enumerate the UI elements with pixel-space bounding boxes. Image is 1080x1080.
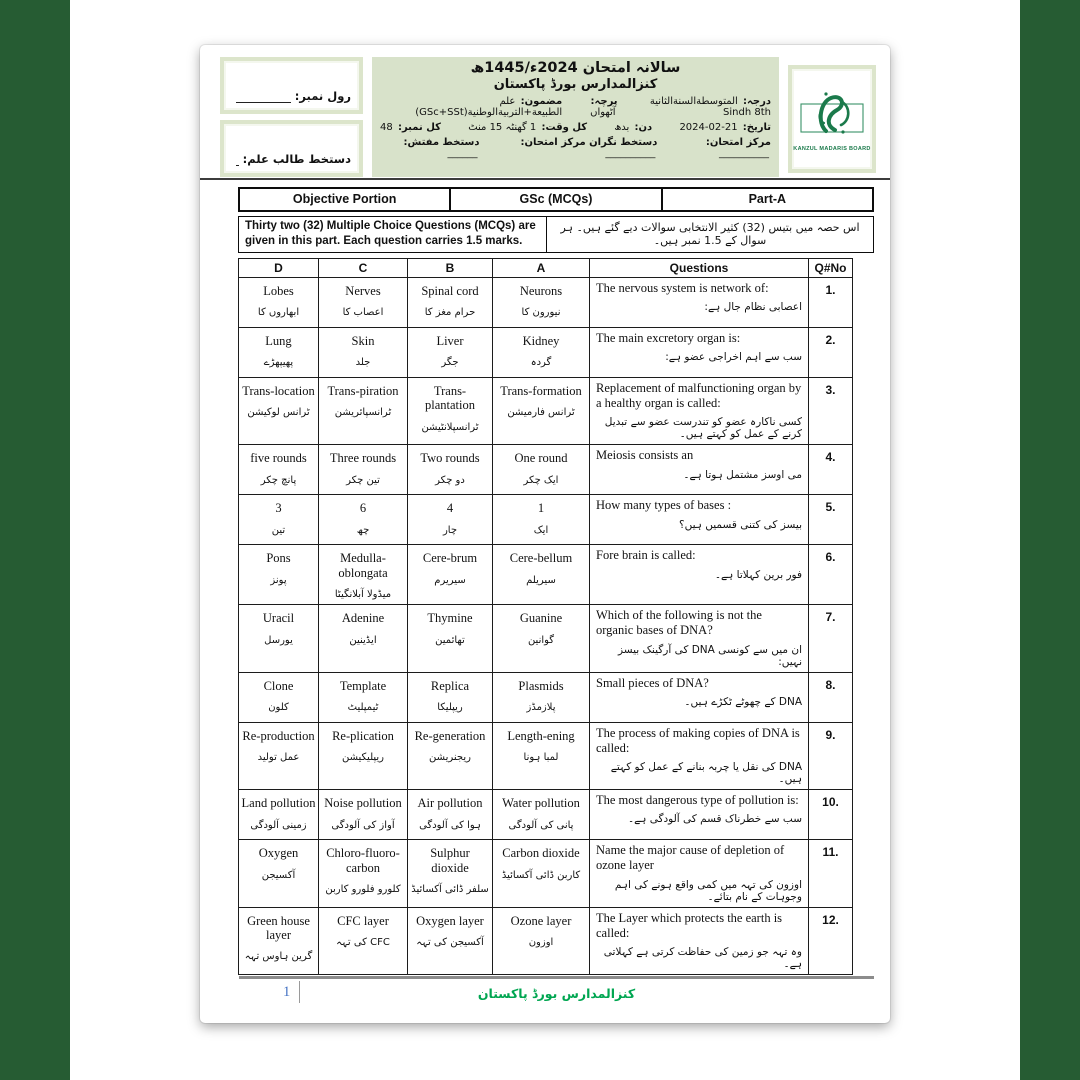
option-text-en: 4: [446, 501, 454, 516]
exam-info-value: __________: [719, 148, 769, 159]
option-text-ur: آکسیجن: [261, 869, 296, 881]
option-text-ur: ابھاروں کا: [257, 307, 300, 319]
exam-info-line: [380, 96, 771, 118]
exam-info-line: [380, 122, 771, 133]
option-text-ur: کاربن ڈائی آکسائیڈ: [501, 869, 581, 881]
option-text-ur: پانی کی آلودگی: [508, 819, 574, 831]
option-cell-c: [319, 545, 408, 605]
mcq-row: [239, 277, 853, 327]
option-text-ur: عمل تولید: [257, 752, 300, 763]
option-text-en: Trans-piration: [327, 383, 399, 398]
option-text-en: 3: [275, 501, 282, 516]
question-text-ur: اوزون کی تہہ میں کمی واقع ہونے کی اہم وجوہات کے نام بتائے۔: [614, 878, 802, 903]
option-cell-d: [239, 672, 319, 722]
option-cell-d: [239, 327, 319, 377]
instruction-box: [238, 216, 874, 253]
option-cell-a: [493, 605, 590, 673]
exam-info-value: 21-02-2024: [679, 122, 738, 133]
option-text-en: Three rounds: [329, 451, 397, 466]
option-text-ur: تھائمین: [435, 634, 465, 646]
question-text-ur: بیسز کی کتنی قسمیں ہیں؟: [679, 518, 802, 531]
mcq-table: [238, 258, 853, 975]
exam-info-segment: [380, 137, 480, 159]
exam-info-label: کل نمبر:: [397, 122, 441, 133]
question-number: 4.: [809, 445, 853, 495]
question-number: 5.: [809, 495, 853, 545]
option-text-en: Clone: [263, 678, 294, 693]
question-number: 6.: [809, 545, 853, 605]
option-cell-b: [408, 545, 493, 605]
option-cell-c: [319, 377, 408, 445]
question-number: 3.: [809, 377, 853, 445]
question-text-en: Name the major cause of depletion of ozone layer: [596, 843, 785, 873]
option-text-ur: CFC کی تہہ: [336, 937, 390, 948]
board-logo: [788, 65, 876, 173]
option-text-en: Liver: [436, 333, 464, 348]
question-cell: [590, 605, 809, 673]
option-cell-c: [319, 605, 408, 673]
option-text-en: Green house layer: [247, 913, 310, 942]
footer-row: [239, 979, 874, 1007]
option-text-ur: ایڈینین: [349, 634, 377, 646]
left-green-band: [0, 0, 70, 1080]
option-text-en: Chloro-fluoro-carbon: [326, 846, 400, 875]
board-logo-icon: [796, 87, 868, 143]
option-cell-b: [408, 327, 493, 377]
header-divider: [200, 178, 890, 180]
exam-info-segment: [614, 122, 652, 133]
option-text-en: Kidney: [522, 333, 560, 348]
option-cell-b: [408, 790, 493, 840]
option-text-en: Cere-brum: [422, 551, 478, 566]
question-text-ur: ان میں سے کونسی DNA کی آرگینک بیسز نہیں:: [617, 643, 802, 668]
option-text-en: Cere-bellum: [509, 551, 573, 566]
part-bar-subject: GSc (MCQs): [449, 189, 660, 210]
question-cell: [590, 277, 809, 327]
option-cell-a: [493, 327, 590, 377]
option-cell-a: [493, 377, 590, 445]
question-cell: [590, 722, 809, 790]
exam-info-label: پرچہ:: [590, 96, 618, 107]
option-text-ur: ریپلیکا: [437, 702, 463, 713]
exam-title: سالانہ امتحان 2024ء/1445ھ: [470, 60, 681, 76]
option-cell-c: [319, 672, 408, 722]
mcq-table-body: [239, 277, 853, 974]
option-text-ur: کلون: [268, 702, 289, 713]
question-number: 9.: [809, 722, 853, 790]
exam-info-line: [380, 137, 771, 159]
option-cell-a: [493, 277, 590, 327]
exam-info-lines: [380, 96, 771, 159]
option-text-en: Trans-formation: [500, 383, 582, 398]
question-text-ur: وہ تہہ جو زمین کی حفاظت کرتی ہے کہلاتی ہے۔: [603, 946, 802, 971]
mcq-row: [239, 327, 853, 377]
question-text-ur: می اوسز مشتمل ہوتا ہے۔: [683, 468, 802, 481]
question-number: 8.: [809, 672, 853, 722]
part-bar-part: Part-A: [661, 189, 872, 210]
instruction-english: Thirty two (32) Multiple Choice Questions (MCQs) are given in this part. Each question carries 1.5 marks.: [239, 217, 547, 252]
option-cell-b: [408, 377, 493, 445]
option-text-ur: اعصاب کا: [342, 307, 384, 319]
exam-info-segment: [624, 96, 771, 118]
option-text-ur: آکسیجن کی تہہ: [416, 937, 484, 948]
question-text-en: Replacement of malfunctioning organ by a healthy organ is called:: [596, 380, 802, 411]
option-text-en: Re-production: [242, 728, 315, 743]
exam-info-segment: [380, 96, 562, 118]
option-text-ur: گرین ہاوس تہہ: [244, 951, 313, 963]
option-cell-a: [493, 545, 590, 605]
option-cell-a: [493, 672, 590, 722]
exam-info-label: دستخط نگران مرکز امتحان:: [520, 137, 658, 148]
exam-info-value: ______: [447, 148, 478, 159]
option-text-en: Re-generation: [414, 728, 486, 743]
option-text-en: five rounds: [250, 451, 307, 466]
student-signature-box: [220, 120, 363, 177]
exam-info-label: مضمون:: [520, 96, 563, 107]
option-cell-d: [239, 277, 319, 327]
option-text-ur: ہوا کی آلودگی: [419, 819, 481, 831]
exam-info-label: مرکز امتحان:: [705, 137, 771, 148]
option-text-ur: گوانین: [527, 634, 555, 646]
exam-info-segment: [663, 137, 771, 159]
question-text-en: The Layer which protects the earth is called:: [596, 910, 783, 940]
footer-board-name: کنزالمدارس بورڈ پاکستان: [477, 985, 636, 1001]
question-number: 12.: [809, 907, 853, 975]
exam-info-value: 48: [380, 122, 393, 133]
option-text-en: Two rounds: [420, 451, 480, 466]
option-text-ur: ایک چکر: [523, 474, 559, 486]
option-cell-b: [408, 840, 493, 908]
exam-info-value: __________: [605, 148, 656, 159]
option-text-ur: ٹرانسپائریشن: [334, 407, 392, 419]
option-text-en: Lung: [265, 333, 292, 348]
option-text-ur: پھیپھڑے: [263, 357, 294, 369]
option-text-ur: کلورو فلورو کاربن: [325, 883, 401, 895]
option-cell-c: [319, 840, 408, 908]
exam-info-segment: [380, 122, 441, 133]
question-number: 2.: [809, 327, 853, 377]
option-text-en: Sulphur dioxide: [430, 846, 470, 875]
question-text-ur: DNA کی نقل یا چربہ بنانے کے عمل کو کہتے ہیں۔: [610, 761, 802, 786]
right-green-band: [1020, 0, 1080, 1080]
option-text-en: Guanine: [519, 611, 563, 626]
option-cell-d: [239, 495, 319, 545]
option-text-en: 6: [359, 501, 367, 516]
option-text-en: Replica: [430, 678, 470, 693]
mcq-row: [239, 445, 853, 495]
question-text-en: The most dangerous type of pollution is:: [596, 793, 799, 808]
option-text-ur: آواز کی آلودگی: [331, 819, 395, 831]
option-cell-d: [239, 790, 319, 840]
option-text-ur: یورسل: [264, 634, 293, 646]
option-text-en: Noise pollution: [324, 796, 402, 811]
option-cell-c: [319, 907, 408, 975]
exam-info-segment: [486, 137, 658, 159]
question-number: 10.: [809, 790, 853, 840]
option-text-ur: زمینی آلودگی: [250, 819, 307, 831]
question-text-en: The process of making copies of DNA is called:: [596, 725, 800, 755]
option-text-en: Oxygen: [258, 846, 299, 861]
part-bar: [238, 187, 874, 212]
option-cell-d: [239, 377, 319, 445]
exam-info-value: علم الطبيعة+التربيةالوطنية(GSc+SSt): [415, 96, 563, 118]
column-header-a: A: [493, 258, 590, 277]
exam-info-label: دن:: [634, 122, 653, 133]
option-text-en: 1: [537, 501, 545, 516]
question-number: 1.: [809, 277, 853, 327]
option-cell-c: [319, 327, 408, 377]
mcq-row: [239, 790, 853, 840]
question-cell: [590, 445, 809, 495]
student-signature-label: دستخط طالب علم:: [242, 152, 351, 166]
option-text-en: Land pollution: [241, 796, 316, 811]
option-text-en: Neurons: [519, 283, 563, 298]
exam-paper-page: [200, 45, 890, 1023]
option-text-ur: پونز: [270, 574, 287, 586]
exam-info-segment: [679, 122, 771, 133]
question-cell: [590, 545, 809, 605]
option-text-ur: گردہ: [530, 357, 552, 369]
option-text-ur: ایک: [533, 524, 549, 536]
option-text-ur: ریپلیکیشن: [341, 752, 385, 763]
board-logo-caption: KANZUL MADARIS BOARD: [793, 145, 871, 152]
exam-title-panel: [372, 57, 779, 177]
mcq-row: [239, 672, 853, 722]
question-cell: [590, 840, 809, 908]
question-text-en: Fore brain is called:: [596, 548, 696, 563]
mcq-row: [239, 495, 853, 545]
question-cell: [590, 672, 809, 722]
option-text-en: Air pollution: [417, 796, 483, 811]
option-text-ur: ٹرانس لوکیشن: [247, 407, 310, 419]
option-cell-a: [493, 445, 590, 495]
option-cell-c: [319, 790, 408, 840]
option-text-ur: ٹرانسپلانٹیشن: [421, 421, 479, 433]
column-header-qno: Q#No: [809, 258, 853, 277]
option-text-en: CFC layer: [337, 913, 389, 928]
option-cell-d: [239, 445, 319, 495]
option-text-en: Thymine: [427, 611, 473, 626]
question-cell: [590, 377, 809, 445]
option-cell-d: [239, 722, 319, 790]
option-cell-c: [319, 277, 408, 327]
option-cell-b: [408, 495, 493, 545]
option-cell-a: [493, 495, 590, 545]
column-header-d: D: [239, 258, 319, 277]
option-cell-c: [319, 445, 408, 495]
option-cell-d: [239, 907, 319, 975]
option-text-en: Uracil: [262, 611, 295, 626]
option-text-en: Re-plication: [332, 728, 394, 743]
mcq-row: [239, 605, 853, 673]
option-text-ur: میڈولا آبلانگیٹا: [334, 589, 392, 601]
question-text-en: Small pieces of DNA?: [596, 675, 709, 690]
option-text-ur: پانچ چکر: [260, 474, 297, 486]
option-text-en: Adenine: [341, 611, 385, 626]
student-signature-blank: [236, 155, 239, 166]
paper-header: [200, 45, 890, 177]
option-text-en: Water pollution: [502, 796, 580, 811]
option-text-en: Plasmids: [518, 678, 564, 693]
exam-info-label: دستخط مفتش:: [403, 137, 480, 148]
option-text-ur: تین: [271, 524, 286, 536]
option-text-ur: سلفر ڈائی آکسائیڈ: [411, 883, 489, 895]
option-text-ur: چار: [442, 524, 458, 536]
exam-info-label: درجہ:: [743, 96, 771, 107]
column-header-c: C: [319, 258, 408, 277]
exam-info-value: 1 گھنٹہ 15 منٹ: [468, 122, 537, 133]
option-text-en: Trans-location: [242, 383, 315, 398]
part-bar-objective: Objective Portion: [292, 192, 397, 206]
question-text-en: Which of the following is not the organic bases of DNA?: [596, 608, 762, 638]
exam-info-segment: [568, 96, 617, 118]
mcq-header-row: [239, 258, 853, 277]
column-header-questions: Questions: [590, 258, 809, 277]
instruction-urdu: اس حصہ میں بتیس (32) کثیر الانتخابی سوالات دیے گئے ہیں۔ ہر سوال کے 1.5 نمبر ہیں۔: [560, 221, 860, 248]
option-cell-a: [493, 790, 590, 840]
question-text-ur: DNA کے چھوٹے ٹکڑے ہیں۔: [684, 695, 802, 708]
option-text-en: Medulla-oblongata: [338, 551, 388, 580]
roll-number-label: رول نمبر:: [294, 89, 351, 103]
question-cell: [590, 327, 809, 377]
page-number: 1: [283, 981, 300, 1003]
option-text-ur: نیورون کا: [521, 307, 561, 319]
question-text-en: Meiosis consists an: [596, 448, 694, 463]
option-cell-d: [239, 545, 319, 605]
option-text-ur: ٹیمپلیٹ: [347, 702, 379, 713]
header-right-column: [788, 57, 876, 177]
option-text-ur: تین چکر: [346, 474, 380, 486]
question-text-ur: کسی ناکارہ عضو کو تندرست عضو سے تبدیل کرنے کے عمل کو کہتے ہیں۔: [604, 416, 802, 441]
option-cell-a: [493, 840, 590, 908]
question-cell: [590, 790, 809, 840]
exam-info-label: تاریخ:: [742, 122, 771, 133]
option-text-en: Carbon dioxide: [502, 846, 580, 861]
option-cell-a: [493, 907, 590, 975]
option-text-ur: لمبا ہونا: [523, 752, 559, 763]
question-text-ur: اعصابی نظام جال ہے:: [704, 301, 802, 314]
option-cell-b: [408, 672, 493, 722]
exam-info-value: بدھ: [614, 122, 630, 133]
page-footer: [239, 976, 874, 1007]
option-text-ur: دو چکر: [435, 474, 465, 486]
option-cell-a: [493, 722, 590, 790]
question-number: 7.: [809, 605, 853, 673]
option-text-ur: اوزون: [528, 937, 554, 948]
mcq-row: [239, 377, 853, 445]
question-number: 11.: [809, 840, 853, 908]
exam-info-value: آٹھواں: [590, 107, 616, 118]
roll-number-blank: [236, 92, 291, 103]
column-header-b: B: [408, 258, 493, 277]
option-text-en: Skin: [351, 333, 375, 348]
header-left-column: [220, 57, 363, 177]
exam-info-value: المتوسطةالسنةالثانية Sindh 8th: [649, 96, 771, 118]
option-text-ur: حرام مغز کا: [424, 307, 476, 319]
option-cell-d: [239, 605, 319, 673]
question-cell: [590, 495, 809, 545]
roll-number-box: [220, 57, 363, 114]
option-cell-b: [408, 605, 493, 673]
question-text-en: The nervous system is network of:: [596, 280, 769, 295]
option-text-ur: چھ: [356, 524, 370, 536]
option-cell-b: [408, 907, 493, 975]
option-text-ur: ریجنریشن: [429, 752, 471, 763]
option-text-ur: ٹرانس فارمیشن: [507, 407, 575, 419]
option-text-en: Oxygen layer: [416, 913, 484, 928]
option-text-en: Ozone layer: [510, 913, 572, 928]
exam-info-segment: [468, 122, 587, 133]
option-cell-b: [408, 445, 493, 495]
mcq-row: [239, 840, 853, 908]
option-cell-b: [408, 277, 493, 327]
option-text-en: Nerves: [345, 283, 381, 298]
option-text-ur: سیریرم: [434, 574, 466, 586]
option-cell-c: [319, 722, 408, 790]
option-text-ur: سیریلم: [526, 574, 556, 586]
option-text-ur: جلد: [355, 357, 371, 369]
option-text-en: Length-ening: [507, 728, 575, 743]
mcq-row: [239, 545, 853, 605]
option-text-ur: جگر: [441, 357, 459, 369]
mcq-row: [239, 907, 853, 975]
option-cell-b: [408, 722, 493, 790]
option-text-en: Pons: [266, 551, 291, 566]
option-text-en: Spinal cord: [421, 283, 479, 298]
option-text-en: Trans-plantation: [425, 383, 475, 413]
board-name-title: کنزالمدارس بورڈ پاکستان: [493, 77, 658, 92]
option-text-en: Template: [339, 678, 387, 693]
option-text-en: Lobes: [263, 283, 294, 298]
question-text-ur: فور برین کہلاتا ہے۔: [714, 568, 802, 581]
option-cell-d: [239, 840, 319, 908]
question-text-en: The main excretory organ is:: [596, 330, 741, 345]
option-text-en: One round: [514, 451, 568, 466]
option-text-ur: پلازمڈز: [526, 702, 556, 713]
question-text-ur: سب سے خطرناک قسم کی آلودگی ہے۔: [627, 813, 802, 826]
question-text-ur: سب سے اہم اخراجی عضو ہے:: [665, 351, 802, 364]
exam-info-label: کل وقت:: [541, 122, 588, 133]
question-text-en: How many types of bases :: [596, 498, 732, 513]
question-cell: [590, 907, 809, 975]
mcq-row: [239, 722, 853, 790]
option-cell-c: [319, 495, 408, 545]
